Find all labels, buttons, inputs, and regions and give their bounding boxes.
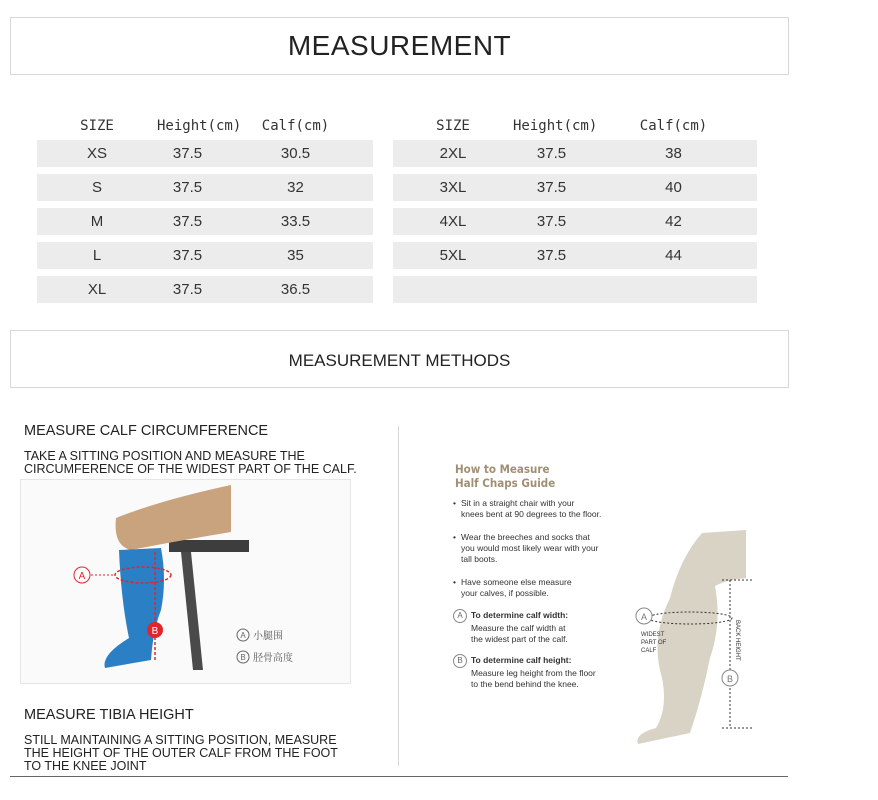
size-cell: XS xyxy=(86,145,107,162)
table-row xyxy=(393,242,757,269)
table-row xyxy=(37,276,373,303)
guide-step-b xyxy=(453,654,643,690)
back-height-label: BACK HEIGHT xyxy=(734,620,740,661)
height-cell: 37.5 xyxy=(172,247,203,264)
chair-seat xyxy=(169,540,249,552)
half-chaps-guide xyxy=(445,458,765,758)
size-table-left xyxy=(37,112,373,310)
size-cell: 3XL xyxy=(439,179,467,196)
header-size: SIZE xyxy=(436,118,470,134)
table-row xyxy=(37,174,373,201)
guide-text: to the bend behind the knee. xyxy=(471,679,579,689)
table-row xyxy=(393,140,757,167)
leg-diagram xyxy=(630,528,755,753)
header-height: Height(cm) xyxy=(157,118,242,134)
step-a-heading: To determine calf width: xyxy=(471,610,569,620)
height-cell: 37.5 xyxy=(172,179,203,196)
leg-marker-a-text: A xyxy=(640,612,648,622)
guide-bullet: • Have someone else measure your calves, if possible. xyxy=(453,577,572,598)
tibia-instruction-line: TO THE KNEE JOINT xyxy=(24,759,147,773)
size-cell: 4XL xyxy=(439,213,467,230)
height-cell: 37.5 xyxy=(172,145,203,162)
legend-a-text: 小腿围 xyxy=(253,631,283,642)
chair-leg xyxy=(181,552,203,670)
legend-b-text: 胫骨高度 xyxy=(253,653,293,664)
tibia-instruction-line: THE HEIGHT OF THE OUTER CALF FROM THE FOOT xyxy=(24,746,338,760)
header-calf: Calf(cm) xyxy=(261,118,330,134)
page-title: MEASUREMENT xyxy=(287,30,512,61)
table-row xyxy=(393,174,757,201)
calf-cell: 32 xyxy=(287,179,304,196)
guide-text: you would most likely wear with your xyxy=(461,543,599,553)
calf-cell: 44 xyxy=(665,247,682,264)
size-cell: 2XL xyxy=(439,145,467,162)
height-cell: 37.5 xyxy=(536,145,567,162)
bottom-rule xyxy=(10,776,788,777)
height-cell: 37.5 xyxy=(536,213,567,230)
size-cell: M xyxy=(90,213,104,230)
marker-a-text: A xyxy=(78,571,86,582)
size-cell: 5XL xyxy=(439,247,467,264)
size-cell: XL xyxy=(87,281,107,298)
table-row xyxy=(37,242,373,269)
calf-instruction-line: CIRCUMFERENCE OF THE WIDEST PART OF THE CALF. xyxy=(24,462,357,476)
widest-label-line: WIDEST xyxy=(641,632,665,638)
height-cell: 37.5 xyxy=(536,179,567,196)
guide-title-line: Half Chaps Guide xyxy=(455,476,556,490)
calf-cell: 30.5 xyxy=(280,145,311,162)
calf-measure-illustration xyxy=(20,479,351,684)
widest-label-line: PART OF xyxy=(641,640,667,646)
guide-text: Measure leg height from the floor xyxy=(471,668,596,678)
guide-text: tall boots. xyxy=(461,554,498,564)
calf-cell: 38 xyxy=(665,145,682,162)
methods-title-banner xyxy=(10,330,789,388)
column-divider xyxy=(398,426,399,766)
guide-text: Have someone else measure xyxy=(461,577,572,587)
guide-text: Sit in a straight chair with your xyxy=(461,498,575,508)
guide-bullet: • Sit in a straight chair with your knees bent at 90 degrees to the floor. xyxy=(453,498,602,519)
legend-b-letter: B xyxy=(240,653,246,662)
size-cell: S xyxy=(91,179,102,196)
calf-cell: 35 xyxy=(287,247,304,264)
tibia-instruction-line: STILL MAINTAINING A SITTING POSITION, MEASURE xyxy=(24,733,337,747)
height-cell: 37.5 xyxy=(536,247,567,264)
sitting-leg-drawing xyxy=(21,480,350,683)
guide-title-line: How to Measure xyxy=(455,462,550,476)
calf-cell: 33.5 xyxy=(280,213,311,230)
page-title-banner xyxy=(10,17,789,75)
header-size: SIZE xyxy=(80,118,114,134)
guide-bullet: • Wear the breeches and socks that you would most likely wear with your tall boots. xyxy=(453,532,599,564)
calf-instruction-line: TAKE A SITTING POSITION AND MEASURE THE xyxy=(24,449,305,463)
table-row xyxy=(393,208,757,235)
height-cell: 37.5 xyxy=(172,281,203,298)
step-b-heading: To determine calf height: xyxy=(471,655,572,665)
table-row xyxy=(37,140,373,167)
header-height: Height(cm) xyxy=(513,118,598,134)
header-calf: Calf(cm) xyxy=(639,118,708,134)
guide-text: your calves, if possible. xyxy=(461,588,549,598)
tibia-section-title: MEASURE TIBIA HEIGHT xyxy=(24,707,194,723)
guide-text: Measure the calf width at xyxy=(471,623,566,633)
marker-b-text: B xyxy=(151,626,159,637)
size-cell: L xyxy=(92,247,102,264)
calf-cell: 40 xyxy=(665,179,682,196)
widest-label-line: CALF xyxy=(641,648,657,654)
methods-title: MEASUREMENT METHODS xyxy=(288,351,511,370)
guide-text: Wear the breeches and socks that xyxy=(461,532,590,542)
table-header xyxy=(37,112,373,140)
table-header xyxy=(393,112,757,140)
table-row xyxy=(37,208,373,235)
leg-marker-b-text: B xyxy=(726,674,734,684)
calf-section-title: MEASURE CALF CIRCUMFERENCE xyxy=(24,423,269,439)
guide-step-a xyxy=(453,609,643,645)
size-table-right xyxy=(393,112,757,310)
guide-text: knees bent at 90 degrees to the floor. xyxy=(461,509,602,519)
step-a-marker: A xyxy=(453,609,467,623)
legend-a-letter: A xyxy=(240,631,246,640)
height-cell: 37.5 xyxy=(172,213,203,230)
calf-cell: 42 xyxy=(665,213,682,230)
table-row-empty xyxy=(393,276,757,303)
calf-cell: 36.5 xyxy=(280,281,311,298)
step-b-marker: B xyxy=(453,654,467,668)
guide-text: the widest part of the calf. xyxy=(471,634,568,644)
